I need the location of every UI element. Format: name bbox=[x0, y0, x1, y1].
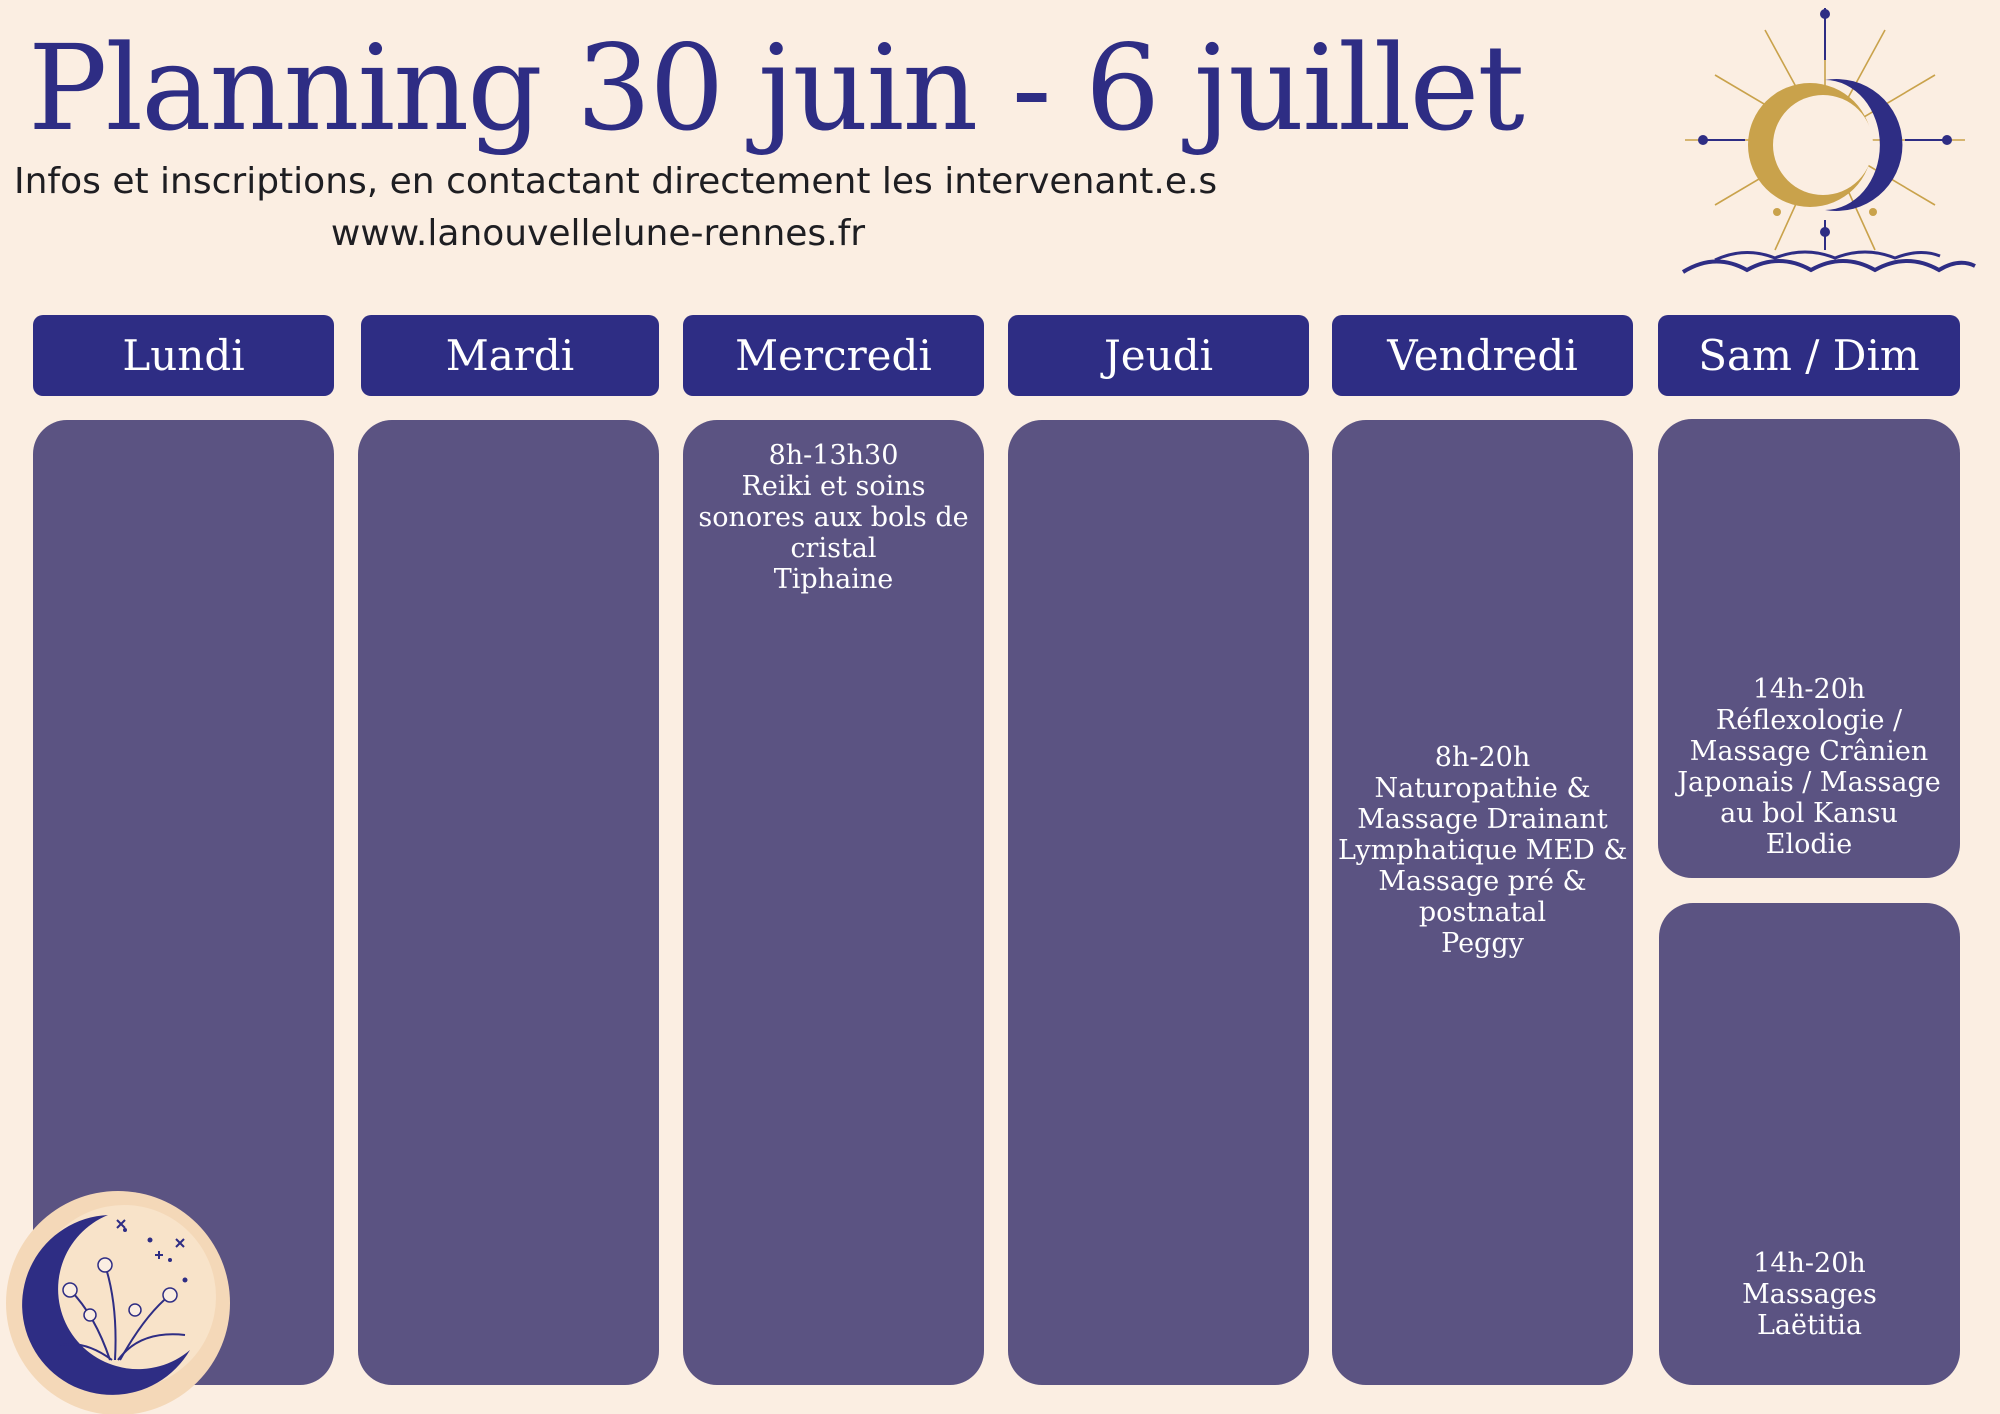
day-column-jeudi bbox=[1008, 420, 1309, 1385]
day-header-weekend: Sam / Dim bbox=[1658, 315, 1960, 396]
event-title: postnatal bbox=[1418, 897, 1547, 928]
day-header-vendredi: Vendredi bbox=[1332, 315, 1633, 396]
day-column-weekend-1 bbox=[1658, 419, 1960, 878]
event-title: cristal bbox=[790, 533, 877, 564]
crescent-moon-floral-icon bbox=[0, 1185, 235, 1414]
event-vendredi bbox=[1332, 742, 1633, 959]
event-time: 14h-20h bbox=[1753, 1248, 1866, 1279]
event-title: Reiki et soins bbox=[741, 471, 926, 502]
day-column-weekend-2 bbox=[1659, 903, 1960, 1385]
page-title: Planning 30 juin - 6 juillet bbox=[28, 19, 1523, 157]
event-practitioner: Laëtitia bbox=[1756, 1310, 1863, 1341]
event-practitioner: Tiphaine bbox=[773, 564, 894, 595]
event-mercredi bbox=[683, 440, 984, 595]
event-title: au bol Kansu bbox=[1720, 798, 1898, 829]
day-column-mercredi bbox=[683, 420, 984, 1385]
day-column-mardi bbox=[358, 420, 659, 1385]
info-text: Infos et inscriptions, en contactant directement les intervenant.e.s bbox=[14, 161, 1218, 202]
event-weekend-1 bbox=[1658, 674, 1960, 860]
crescent-moon-sun-icon bbox=[1675, 0, 1980, 285]
event-title: Massages bbox=[1742, 1279, 1877, 1310]
info-block bbox=[14, 156, 1218, 260]
event-title: Massage Drainant bbox=[1357, 804, 1608, 835]
event-title: Naturopathie & bbox=[1374, 773, 1591, 804]
day-header-jeudi: Jeudi bbox=[1008, 315, 1309, 396]
website-link[interactable]: www.lanouvellelune-rennes.fr bbox=[330, 213, 866, 254]
event-title: Japonais / Massage bbox=[1677, 767, 1941, 798]
event-time: 8h-13h30 bbox=[768, 440, 899, 471]
day-column-vendredi bbox=[1332, 420, 1633, 1385]
event-time: 8h-20h bbox=[1434, 742, 1531, 773]
event-weekend-2 bbox=[1659, 1248, 1960, 1341]
day-header-lundi: Lundi bbox=[33, 315, 334, 396]
event-title: Massage pré & bbox=[1378, 866, 1587, 897]
event-practitioner: Peggy bbox=[1441, 928, 1524, 959]
event-title: Massage Crânien bbox=[1689, 736, 1929, 767]
event-title: Réflexologie / bbox=[1715, 705, 1903, 736]
event-time: 14h-20h bbox=[1752, 674, 1866, 705]
event-practitioner: Elodie bbox=[1765, 829, 1853, 860]
event-title: Lymphatique MED & bbox=[1338, 835, 1628, 866]
day-header-mercredi: Mercredi bbox=[683, 315, 984, 396]
day-header-mardi: Mardi bbox=[361, 315, 659, 396]
event-title: sonores aux bols de bbox=[698, 502, 969, 533]
